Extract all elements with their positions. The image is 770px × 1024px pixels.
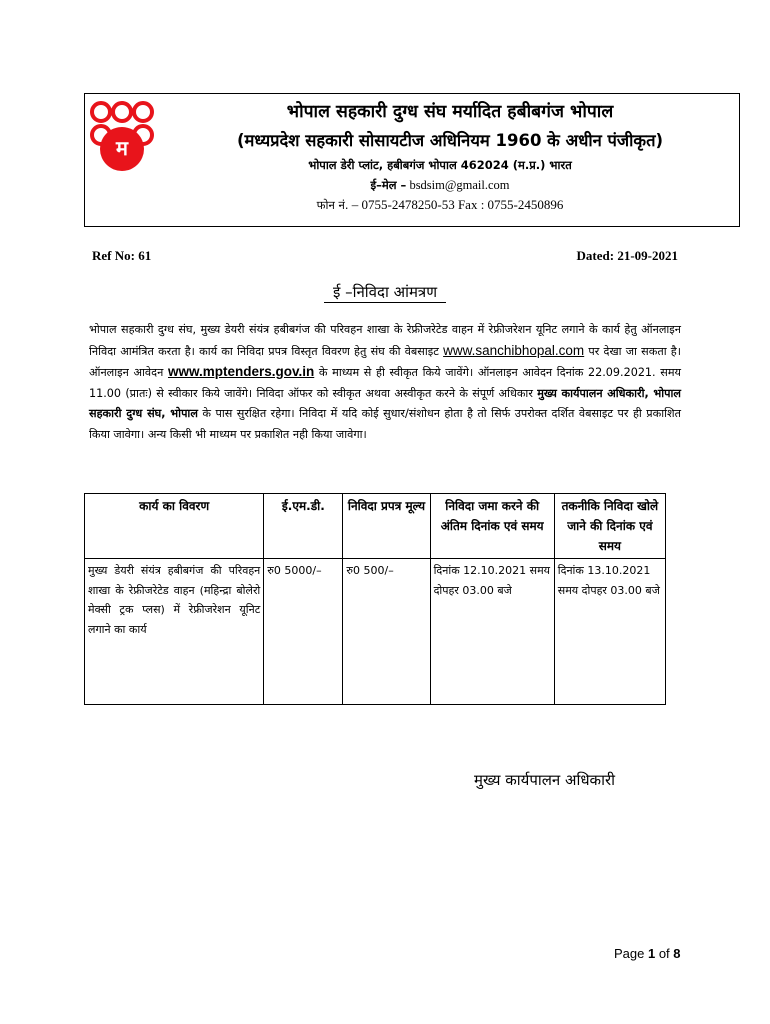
phone-line <box>240 197 640 213</box>
email-label: ई–मेल – <box>370 178 407 192</box>
tender-portal-link[interactable]: www.mptenders.gov.in <box>167 364 315 379</box>
notice-title: ई –निविदा आंमत्रण <box>332 283 438 301</box>
header-form-price: निविदा प्रपत्र मूल्य <box>343 494 430 559</box>
svg-text:म: म <box>116 136 128 160</box>
email-address[interactable]: bsdsim@gmail.com <box>409 178 510 192</box>
website-link[interactable]: www.sanchibhopal.com <box>443 342 585 358</box>
header-emd: ई.एम.डी. <box>264 494 343 559</box>
body-text-3: के माध्यम से ही स्वीकृत किये जावेंगे। ऑनलाइन आवेदन दिनांक 22.09.2021. समय 11.00 (प्रातः) से स्वीकार किये जावेंगे। निविदा ऑफर को स्वीकृत अथवा अस्वीकृत करने के संपूर्ण अधिकार <box>89 366 682 400</box>
sanchi-logo-icon <box>86 97 158 177</box>
cell-emd: रु0 5000/– <box>264 559 343 705</box>
reference-number: Ref No: 61 <box>92 248 152 263</box>
header-submission-date: निविदा जमा करने की अंतिम दिनांक एवं समय <box>430 494 554 559</box>
title-underline <box>324 302 446 303</box>
phone-numbers: – 0755-2478250-53 Fax : 0755-2450896 <box>351 197 564 212</box>
tender-table <box>84 493 666 705</box>
page-current: 1 <box>647 946 656 961</box>
signatory: मुख्य कार्यपालन अधिकारी <box>474 771 615 789</box>
body-text-2: पर देखा जा सकता है। ऑनलाइन आवेदन <box>89 344 681 379</box>
cell-submission-date: दिनांक 12.10.2021 समय दोपहर 03.00 बजे <box>430 559 554 705</box>
body-text-4: के पास सुरक्षित रहेगा। निविदा में यदि कोई सुधार/संशोधन होता है तो सिर्फ उपरोक्त दर्शित वेबसाइट पर ही प्रकाशित किया जावेगा। अन्य किसी भी माध्यम पर प्रकाशित नही किया जावेगा। <box>89 407 682 441</box>
registration-line: (मध्यप्रदेश सहकारी सोसायटीज अधिनियम 1960 के अधीन पंजीकृत) <box>236 131 664 150</box>
cell-form-price: रु0 500/– <box>343 559 430 705</box>
authority-name: मुख्य कार्यपालन अधिकारी, भोपाल सहकारी दुग्ध संघ, भोपाल <box>89 386 681 420</box>
page-total: 8 <box>673 946 681 961</box>
org-name: भोपाल सहकारी दुग्ध संघ मर्यादित हबीबगंज भोपाल <box>286 102 614 122</box>
page-number <box>614 946 681 961</box>
notice-body <box>89 320 681 445</box>
phone-label: फोन नं. <box>316 198 349 212</box>
address-line: भोपाल डेरी प्लांट, हबीबगंज भोपाल 462024 (म.प्र.) भारत <box>308 158 572 172</box>
cell-work-description: मुख्य डेयरी संयंत्र हबीबगंज की परिवहन शाखा के रेफ्रीजरेटेड वाहन (महिन्द्रा बोलेरो मेक्सी ट्रक प्लस) में रेफ्रीजरेशन यूनिट लगाने का कार्य <box>85 559 264 705</box>
header-opening-date: तकनीकि निविदा खोले जाने की दिनांक एवं समय <box>554 494 665 559</box>
document-date: Dated: 21-09-2021 <box>576 248 678 263</box>
table-row <box>85 559 666 705</box>
body-text-1: भोपाल सहकारी दुग्ध संघ, मुख्य डेयरी संयंत्र हबीबगंज की परिवहन शाखा के रेफ्रीजरेटेड वाहन में रेफ्रीजरेशन यूनिट लगाने के कार्य हेतु ऑनलाइन निविदा आमंत्रित करता है। कार्य का निविदा प्रपत्र विस्तृत विवरण हेतु संघ की वेबसाइट <box>89 323 681 358</box>
page-prefix: Page <box>614 946 648 961</box>
page-of: of <box>655 946 674 961</box>
email-line <box>240 178 640 193</box>
cell-opening-date: दिनांक 13.10.2021 समय दोपहर 03.00 बजे <box>554 559 665 705</box>
table-header-row <box>85 494 666 559</box>
header-work-description: कार्य का विवरण <box>85 494 264 559</box>
